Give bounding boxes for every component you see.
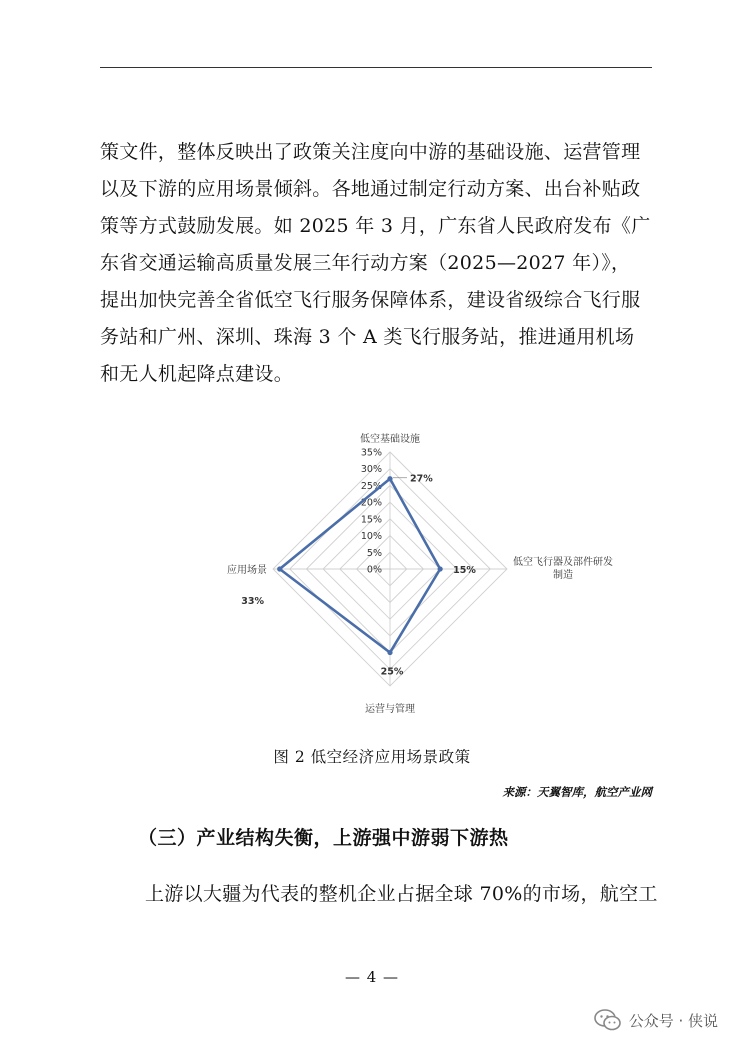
radar-tick-label: 20% (360, 497, 382, 509)
radar-value-label: 25% (380, 666, 404, 678)
radar-tick-label: 25% (360, 480, 382, 492)
radar-point (277, 566, 282, 571)
watermark (593, 1008, 718, 1032)
radar-value-label: 27% (410, 473, 433, 485)
page-number: — 4 — (344, 968, 400, 986)
figure-source: 来源：天翼智库，航空产业网 (502, 785, 652, 799)
body-line: 东省交通运输高质量发展三年行动方案（2025—2027 年）》， (100, 252, 631, 274)
figure-caption: 图 2 低空经济应用场景政策 (273, 748, 471, 766)
body-paragraph-2: 上游以大疆为代表的整机企业占据全球 70%的市场，航空工 (145, 883, 658, 905)
radar-tick-label: 30% (360, 464, 382, 476)
body-line: 策文件，整体反映出了政策关注度向中游的基础设施、运营管理 (100, 141, 641, 163)
radar-point (438, 566, 443, 571)
section-heading: （三）产业结构失衡，上游强中游弱下游热 (138, 827, 509, 849)
radar-chart (195, 418, 613, 718)
radar-axis-label: 运营与管理 (365, 704, 415, 715)
radar-point (387, 476, 392, 481)
radar-axis-label: 应用场景 (227, 565, 267, 576)
body-line: 务站和广州、深圳、珠海 3 个 A 类飞行服务站，推进通用机场 (100, 326, 635, 348)
body-line: 以及下游的应用场景倾斜。各地通过制定行动方案、出台补贴政 (100, 178, 641, 200)
body-paragraph (100, 134, 660, 393)
radar-point (387, 650, 392, 655)
radar-tick-label: 35% (360, 447, 382, 459)
radar-axis-label: 低空飞行器及部件研发 (513, 557, 613, 568)
radar-tick-label: 0% (366, 564, 382, 576)
wechat-icon (593, 1008, 623, 1032)
radar-axis-label: 低空基础设施 (360, 434, 420, 445)
header-rule (100, 67, 652, 68)
radar-tick-label: 10% (360, 531, 382, 543)
radar-tick-label: 5% (366, 547, 382, 559)
body-line: 提出加快完善全省低空飞行服务保障体系，建设省级综合飞行服 (100, 289, 641, 311)
radar-axis-label: 制造 (553, 570, 573, 581)
radar-value-label: 33% (241, 596, 265, 607)
radar-series (241, 474, 476, 678)
radar-value-label: 15% (453, 565, 476, 576)
body-line: 和无人机起降点建设。 (100, 363, 294, 385)
radar-tick-label: 15% (360, 514, 382, 526)
body-line: 策等方式鼓励发展。如 2025 年 3 月，广东省人民政府发布《广 (100, 215, 651, 237)
watermark-text: 公众号 · 侠说 (628, 1011, 718, 1030)
